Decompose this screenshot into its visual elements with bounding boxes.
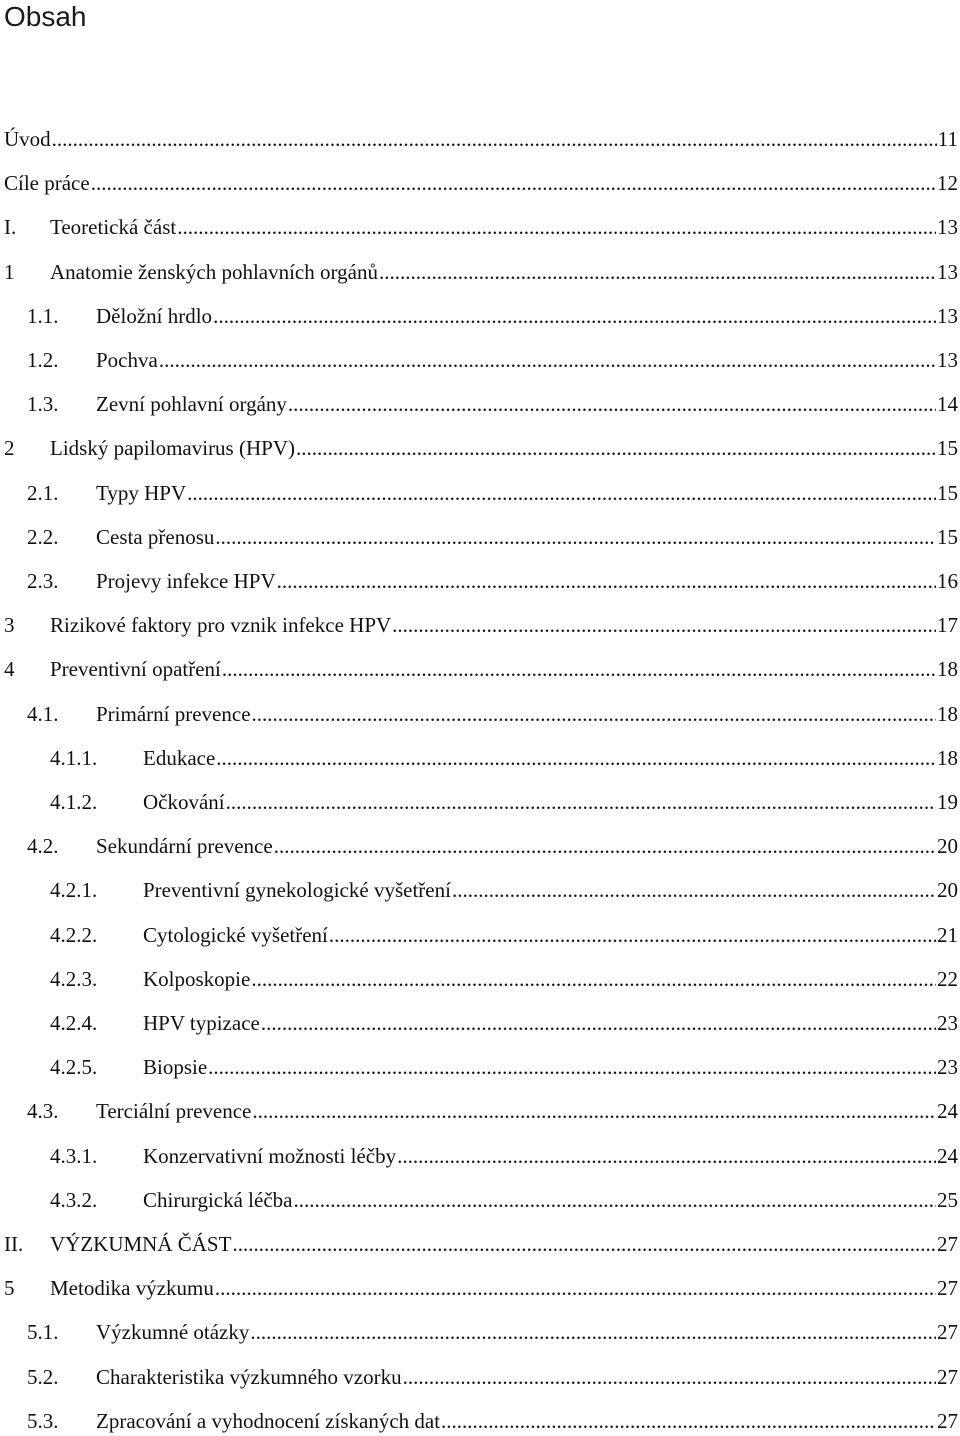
toc-dot-leader [379, 257, 936, 287]
toc-entry-page-number: 27 [937, 1276, 958, 1301]
toc-dot-leader [216, 743, 936, 773]
toc-entry-number: 4.2.3. [50, 966, 98, 991]
toc-dot-leader [288, 389, 936, 419]
toc-entry-number: II. [4, 1232, 24, 1256]
toc-entry-page-number: 18 [937, 745, 958, 770]
toc-entry[interactable] [0, 168, 958, 198]
toc-entry[interactable] [0, 124, 958, 154]
toc-entry-number: I. [4, 215, 17, 240]
toc-entry-page-number: 24 [937, 1143, 958, 1168]
toc-entry-number: 4.3. [27, 1099, 59, 1124]
toc-entry-title: Biopsie [143, 1055, 208, 1080]
toc-entry-number: 4 [4, 657, 15, 682]
toc-entry-page-number: 27 [937, 1364, 958, 1389]
toc-entry-number: 1.3. [27, 392, 59, 417]
toc-entry-title: Metodika výzkumu [50, 1276, 214, 1301]
toc-entry-title: Preventivní opatření [50, 657, 221, 682]
toc-entry[interactable] [0, 1096, 958, 1126]
toc-entry-title: VÝZKUMNÁ ČÁST [50, 1232, 232, 1256]
toc-entry-title: Pochva [96, 348, 158, 372]
toc-entry-page-number: 22 [937, 966, 958, 991]
toc-entry-page-number: 14 [937, 392, 958, 417]
toc-dot-leader [226, 787, 936, 817]
toc-dot-leader [392, 610, 936, 640]
toc-dot-leader [52, 124, 937, 154]
toc-dot-leader [261, 1008, 936, 1038]
toc-entry[interactable] [0, 1406, 958, 1436]
toc-entry[interactable] [0, 522, 958, 552]
toc-dot-leader [91, 168, 936, 198]
toc-entry[interactable] [0, 610, 958, 640]
toc-entry-title: Zevní pohlavní orgány [96, 392, 287, 417]
toc-entry[interactable] [0, 654, 958, 684]
toc-entry-number: 4.3.2. [50, 1187, 98, 1212]
toc-entry-title: Cytologické vyšetření [143, 922, 328, 947]
toc-entry-number: 4.1.2. [50, 790, 98, 814]
toc-entry[interactable] [0, 1362, 958, 1392]
toc-dot-leader [296, 433, 936, 463]
toc-entry-title: Preventivní gynekologické vyšetření [143, 878, 451, 903]
toc-entry-page-number: 27 [937, 1320, 958, 1345]
toc-entry-title: Anatomie ženských pohlavních orgánů [50, 259, 378, 284]
toc-entry-title: Projevy infekce HPV [96, 569, 276, 593]
toc-entry-page-number: 15 [937, 436, 958, 461]
toc-dot-leader [213, 301, 936, 331]
toc-dot-leader [441, 1406, 936, 1436]
toc-entry-number: 2.2. [27, 524, 59, 549]
toc-entry-page-number: 17 [937, 613, 958, 638]
toc-entry[interactable] [0, 1273, 958, 1303]
toc-entry[interactable] [0, 566, 958, 596]
toc-entry[interactable] [0, 345, 958, 375]
toc-entry-page-number: 13 [937, 215, 958, 240]
toc-entry[interactable] [0, 699, 958, 729]
toc-entry-number: 2.1. [27, 480, 59, 505]
toc-entry-title: HPV typizace [143, 1011, 260, 1035]
toc-dot-leader [403, 1362, 936, 1392]
toc-entry[interactable] [0, 433, 958, 463]
toc-entry-number: 2.3. [27, 569, 59, 593]
toc-entry-number: 4.1. [27, 701, 59, 726]
toc-entry-number: 4.1.1. [50, 745, 98, 770]
toc-entry-title: Kolposkopie [143, 966, 251, 991]
toc-entry-title: Typy HPV [96, 480, 187, 505]
toc-entry-number: 4.2.1. [50, 878, 98, 903]
toc-dot-leader [215, 522, 936, 552]
toc-entry-page-number: 20 [937, 834, 958, 859]
toc-entry-title: Děložní hrdlo [96, 303, 213, 328]
toc-entry-title: Charakteristika výzkumného vzorku [96, 1364, 402, 1389]
toc-entry[interactable] [0, 1317, 958, 1347]
toc-entry[interactable] [0, 1008, 958, 1038]
toc-entry-number: 2 [4, 436, 15, 461]
toc-dot-leader [222, 654, 936, 684]
toc-entry[interactable] [0, 257, 958, 287]
toc-entry-title: Cíle práce [4, 171, 90, 196]
toc-entry-number: 4.2.4. [50, 1011, 98, 1035]
toc-entry-number: 5.1. [27, 1320, 59, 1345]
toc-entry-page-number: 23 [937, 1011, 958, 1035]
toc-entry[interactable] [0, 743, 958, 773]
toc-dot-leader [251, 964, 936, 994]
toc-entry-number: 5.3. [27, 1408, 59, 1433]
toc-dot-leader [397, 1141, 936, 1171]
toc-dot-leader [250, 1317, 936, 1347]
toc-entry[interactable] [0, 964, 958, 994]
toc-dot-leader [187, 478, 936, 508]
toc-entry-number: 5 [4, 1276, 15, 1301]
toc-entry[interactable] [0, 875, 958, 905]
toc-entry-title: Chirurgická léčba [143, 1187, 293, 1212]
toc-dot-leader [252, 1096, 936, 1126]
toc-entry-title: Výzkumné otázky [96, 1320, 250, 1345]
toc-dot-leader [232, 1229, 936, 1259]
toc-entry-title: Úvod [4, 127, 51, 151]
toc-entry-title: Edukace [143, 745, 216, 770]
toc-entry-page-number: 23 [937, 1055, 958, 1080]
toc-entry-title: Sekundární prevence [96, 834, 273, 859]
toc-entry[interactable] [0, 1141, 958, 1171]
toc-entry-page-number: 12 [937, 171, 958, 196]
toc-entry[interactable] [0, 212, 958, 242]
toc-entry-number: 1 [4, 259, 15, 284]
toc-entry-title: Rizikové faktory pro vznik infekce HPV [50, 613, 392, 638]
toc-entry[interactable] [0, 389, 958, 419]
toc-entry-page-number: 13 [937, 303, 958, 328]
toc-entry-title: Lidský papilomavirus (HPV) [50, 436, 295, 461]
toc-entry-title: Cesta přenosu [96, 524, 215, 549]
toc-entry-page-number: 18 [937, 657, 958, 682]
toc-entry-number: 1.2. [27, 348, 59, 372]
toc-entry-page-number: 13 [937, 259, 958, 284]
toc-entry[interactable] [0, 1052, 958, 1082]
toc-entry[interactable] [0, 478, 958, 508]
toc-entry-number: 4.3.1. [50, 1143, 98, 1168]
toc-dot-leader [159, 345, 936, 375]
toc-dot-leader [293, 1185, 936, 1215]
toc-entry-number: 4.2.2. [50, 922, 98, 947]
toc-dot-leader [208, 1052, 936, 1082]
toc-entry-title: Konzervativní možnosti léčby [143, 1143, 397, 1168]
toc-entry-title: Terciální prevence [96, 1099, 252, 1124]
toc-entry-title: Zpracování a vyhodnocení získaných dat [96, 1408, 441, 1433]
toc-entry-title: Teoretická část [50, 215, 177, 240]
toc-entry[interactable] [0, 920, 958, 950]
toc-entry-page-number: 27 [937, 1408, 958, 1433]
toc-entry-page-number: 27 [937, 1232, 958, 1256]
toc-dot-leader [452, 875, 936, 905]
toc-entry-page-number: 19 [937, 790, 958, 814]
toc-entry-page-number: 11 [937, 127, 958, 151]
toc-dot-leader [329, 920, 936, 950]
toc-entry-page-number: 15 [937, 480, 958, 505]
toc-entry-number: 1.1. [27, 303, 59, 328]
toc-dot-leader [277, 566, 936, 596]
toc-entry-page-number: 25 [937, 1187, 958, 1212]
toc-entry-page-number: 21 [937, 922, 958, 947]
toc-entry[interactable] [0, 301, 958, 331]
toc-entry-number: 5.2. [27, 1364, 59, 1389]
toc-entry-page-number: 15 [937, 524, 958, 549]
toc-entry-page-number: 24 [937, 1099, 958, 1124]
toc-entry-number: 4.2.5. [50, 1055, 98, 1080]
toc-dot-leader [252, 699, 936, 729]
toc-entry-title: Očkování [143, 790, 225, 814]
toc-dot-leader [215, 1273, 936, 1303]
toc-dot-leader [177, 212, 936, 242]
toc-entry-page-number: 20 [937, 878, 958, 903]
toc-entry[interactable] [0, 1185, 958, 1215]
toc-entry-number: 4.2. [27, 834, 59, 859]
toc-entry[interactable] [0, 787, 958, 817]
toc-entry-title: Primární prevence [96, 701, 251, 726]
toc-entry-page-number: 13 [937, 348, 958, 372]
toc-entry-number: 3 [4, 613, 15, 638]
toc-entry[interactable] [0, 1229, 958, 1259]
toc-entry[interactable] [0, 831, 958, 861]
toc-entry-page-number: 16 [937, 569, 958, 593]
toc-heading: Obsah [4, 1, 87, 32]
toc-dot-leader [274, 831, 936, 861]
toc-entry-page-number: 18 [937, 701, 958, 726]
